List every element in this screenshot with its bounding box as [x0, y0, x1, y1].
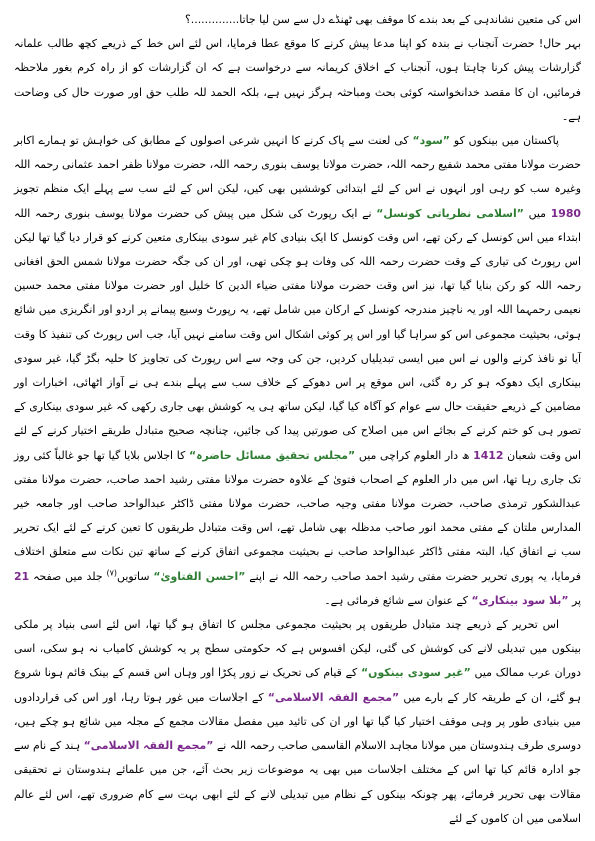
- p2-text-10: کے عنوان سے شائع فرمائی ہے۔: [324, 593, 472, 607]
- term-ghair-soodi-bank: ”غیر سودی بینکوں“: [361, 666, 471, 680]
- p2-text-8: جلد میں صفحہ: [29, 569, 107, 583]
- hijri-year-1412: 1412: [473, 448, 504, 462]
- year-1980: 1980: [550, 206, 582, 220]
- paragraph-3: [14, 613, 581, 831]
- p2-text-7: ساتویں: [117, 569, 154, 583]
- term-islamic-ideology-council: ”اسلامی نظریاتی کونسل“: [376, 206, 524, 220]
- p2-text-1: پاکستان میں بینکوں کو: [449, 134, 559, 148]
- opening-line: [14, 8, 581, 32]
- p2-text-9: پر: [568, 593, 581, 607]
- term-majma-ul-fiqh-1: ”مجمع الفقہ الاسلامی“: [267, 690, 400, 704]
- p2-text-5: ھ دار العلوم کراچی میں: [355, 448, 474, 462]
- p2-text-3: میں: [523, 206, 551, 220]
- paragraph-1: [14, 32, 581, 129]
- term-bila-sood-bankari: ”بلا سود بینکاری“: [471, 593, 569, 607]
- p2-text-4: نے ایک رپورٹ کی شکل میں پیش کی حضرت مولانا یوسف بنوری رحمہ اللہ ابتداء میں اس کونسل کے رکن تھے، اس وقت کونسل کا ایک بنیادی کام غیر سودی بینکاری متعین کرنے کو قرار دیا گیا تھا لیکن اس رپورٹ کی تیاری کے وقت حضرت رحمہ اللہ کی وفات ہو چکی تھی، اور ان کی جگہ حضرت مولانا شمس الحق افغانی رحمہ اللہ کو رکن بنایا گیا تھا، نیز اس وقت حضرت مولانا مفتی ضیاء الدین کا خلیل اور حضرت مولانا مفتی محمد حسین نعیمی رحمہما اللہ اور یہ ناچیز مندرجہ کونسل کے ارکان میں شامل تھے، یہ رپورٹ وسیع پیمانے پر اردو اور انگریزی میں شائع ہوئی، بحیثیت مجموعی اس کو سراہا گیا اور اس پر کوئی اشکال اس وقت سامنے نہیں آیا، جب اس رپورٹ کی تنفیذ کا وقت آیا تو نافذ کرنے والوں نے اس میں ایسی تبدیلیاں کردیں، جن کی وجہ سے اس رپورٹ کی تجاویز کا حلیہ بگڑ گیا، غیر سودی بینکاری ایک دھوکہ ہو کر رہ گئی، اس موقع پر اس دھوکے کے خلاف سب سے پہلے بندے ہی نے آواز اٹھائی، اخبارات اور مضامین کے ذریعے حقیقت حال سے عوام کو آگاہ کیا گیا، لیکن ساتھ ہی یہ کوشش بھی جاری رکھی کہ غیر سودی بینکاری کے تصور ہی کو ختم کرنے کے بجائے اس میں اصلاح کی صورتیں پیدا کی جائیں، چنانچہ صحیح متبادل طریقے اختیار کرنے کے لئے اس وقت شعبان: [14, 206, 581, 462]
- page-number-21: 21: [14, 569, 30, 583]
- article-body: [14, 8, 581, 831]
- p3-text-4: ہند کے نام سے جو ادارہ قائم کیا تھا اس کے مختلف اجلاسات میں بھی یہ موضوعات زیر بحث آئے، جن میں علمائے ہندوستان نے تحقیقی مقالات بھی تحریر فرمائے، پھر چونکہ بینکوں کے نظام میں تبدیلی لانے کے لئے ابھی بہت سے کام ضروری تھے، اس لئے عالم اسلامی میں ان کاموں کے لئے: [14, 739, 581, 825]
- p3-text-2: کے قیام کی تحریک نے زور پکڑا اور وہاں اس قسم کے بینک قائم ہونا شروع ہو گئے، ان کے طریقہ کار کے بارے میں: [14, 666, 581, 704]
- term-ahsan-al-fatawa: ”احسن الفتاویٰ“: [153, 569, 246, 583]
- term-sood: ”سود“: [412, 134, 450, 148]
- paragraph-1-text: بہر حال! حضرت آنجناب نے بندہ کو اپنا مدعا پیش کرنے کا موقع عطا فرمایا، اس لئے اس خط کے ذریعے کچھ طالب علمانہ گزارشات پیش کرنا چاہتا ہوں، آنجناب کے اخلاق کریمانہ سے درخواست ہے کہ ان گزارشات کو از راہ کرم بغور ملاحظہ فرمائیں، ان کا مقصد خدانخواستہ کوئی بحث ومباحثہ ہرگز نہیں ہے، بلکہ الحمد للہ طلب حق اور صورت حال کی وضاحت ہے۔: [14, 37, 581, 123]
- p3-text-1: اس تحریر کے ذریعے چند متبادل طریقوں پر بحیثیت مجموعی مجلس کا اتفاق ہو گیا تھا، اس لئے اسی بنیاد پر ملکی بینکوں میں تبدیلی لانے کی کوشش کی گئی، لیکن افسوس ہے کہ حکومتی سطح پر یہ کوشش کامیاب نہ ہو سکی، اسی دوران عرب ممالک میں: [14, 618, 581, 680]
- term-majma-ul-fiqh-2: ”مجمع الفقہ الاسلامی“: [83, 739, 214, 753]
- footnote-marker: (۷): [106, 568, 118, 578]
- p2-text-6: کا اجلاس بلایا گیا تھا جو غالباً کئی روز تک جاری رہا تھا، اس میں دار العلوم کے اصحاب فتویٰ کے علاوہ حضرت مولانا مفتی رشید احمد صاحب، حضرت مولانا مفتی عبدالشکور ترمذی صاحب، حضرت مولانا مفتی وجیہ صاحب، حضرت مولانا مفتی ڈاکٹر عبدالواحد صاحب اور جامعہ خیر المدارس ملتان کے مفتی محمد انور صاحب مدظلہ بھی شامل تھے، اس وقت متبادل طریقوں کا تعین کرنے کے لئے ایک تحریر سب نے اتفاق کیا، البتہ مفتی ڈاکٹر عبدالواحد صاحب نے بحیثیت مجموعی اتفاق کرنے کے ساتھ تین نکات سے متعلق اختلاف فرمایا، یہ پوری تحریر حضرت مفتی رشید احمد صاحب رحمہ اللہ نے اپنے: [14, 448, 581, 583]
- opening-text: اس کی متعین نشاندہی کے بعد بندے کا موقف بھی ٹھنڈے دل سے سن لیا جاتا..............؟: [185, 13, 581, 26]
- term-majlis-tahqeeq: ”مجلس تحقیق مسائل حاضرہ“: [188, 448, 356, 462]
- p2-text-2: کی لعنت سے پاک کرنے کا انہیں شرعی اصولوں کے مطابق کی خواہش تو ہمارے اکابر حضرت مولانا مفتی محمد شفیع رحمہ اللہ، حضرت مولانا یوسف بنوری رحمہ اللہ، حضرت مولانا ظفر احمد عثمانی رحمہ اللہ وغیرہ سب کو رہی اور انہوں نے اس کے لئے ابتدائی کوششیں بھی کیں، لیکن اس کے لئے سب سے پہلے ایک منظم تجویز: [14, 134, 581, 196]
- paragraph-2: [14, 129, 581, 613]
- p3-text-3: کے اجلاسات میں غور ہوتا رہا، اور اس کی قراردادوں میں بنیادی طور پر وہی موقف اختیار کیا گیا تھا اور ان کی تائید میں مفصل مقالات مجمع کے مجلہ میں شائع ہو چکے ہیں، دوسری طرف ہندوستان میں مولانا مجاہد الاسلام القاسمی صاحب رحمہ اللہ نے: [14, 690, 581, 753]
